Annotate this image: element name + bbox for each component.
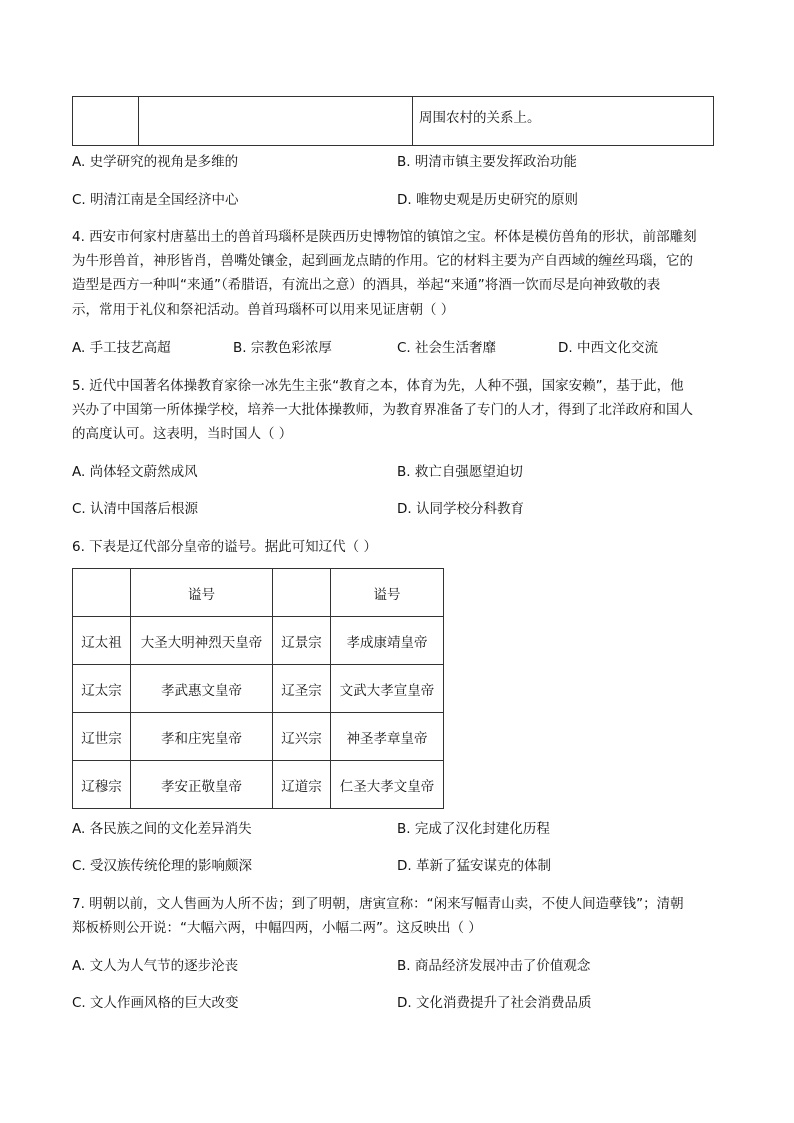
option-c: C. 文人作画风格的巨大改变 [72, 995, 239, 1011]
emperor-cell: 辽景宗 [273, 617, 331, 665]
table-header-cell [273, 569, 331, 617]
question-4-line: 4. 西安市何家村唐墓出土的兽首玛瑙杯是陕西历史博物馆的镇馆之宝。杯体是模仿兽角的形状，前部雕刻 [72, 229, 697, 245]
table-header-cell: 谥号 [331, 569, 444, 617]
emperor-cell: 辽道宗 [273, 761, 331, 809]
question-4-line: 为牛形兽首，神形皆肖，兽嘴处镶金，起到画龙点睛的作用。它的材料主要为产自西域的缠丝玛瑙，它的 [72, 253, 693, 269]
question-4-line: 造型是西方一种叫“来通”（希腊语，有流出之意）的酒具，举起“来通”将酒一饮而尽是向神致敬的表 [72, 277, 661, 293]
question-4-line: 示，常用于礼仪和祭祀活动。兽首玛瑙杯可以用来见证唐朝（ ） [72, 302, 455, 318]
emperor-cell: 辽世宗 [73, 713, 131, 761]
option-c: C. 受汉族传统伦理的影响颇深 [72, 858, 253, 874]
posthumous-name-cell: 神圣孝章皇帝 [331, 713, 444, 761]
option-c: C. 明清江南是全国经济中心 [72, 192, 239, 208]
question-6-stem: 6. 下表是辽代部分皇帝的谥号。据此可知辽代（ ） [72, 539, 377, 555]
emperor-cell: 辽太宗 [73, 665, 131, 713]
table-row [73, 713, 444, 761]
option-a: A. 文人为人气节的逐步沦丧 [72, 958, 239, 974]
option-b: B. 商品经济发展冲击了价值观念 [397, 958, 591, 974]
posthumous-name-cell: 孝安正敬皇帝 [131, 761, 273, 809]
table-cell-text: 周围农村的关系上。 [419, 110, 541, 126]
option-b: B. 救亡自强愿望迫切 [397, 464, 523, 480]
option-d: D. 革新了猛安谋克的体制 [397, 858, 551, 874]
emperor-cell: 辽穆宗 [73, 761, 131, 809]
question-7-line: 7. 明朝以前，文人售画为人所不齿；到了明朝，唐寅宣称：“闲来写幅青山卖，不使人间造孽钱”；清朝 [72, 896, 684, 912]
continued-table [72, 96, 714, 146]
posthumous-name-cell: 孝成康靖皇帝 [331, 617, 444, 665]
posthumous-name-cell: 大圣大明神烈天皇帝 [131, 617, 273, 665]
option-b: B. 宗教色彩浓厚 [233, 340, 332, 356]
table-row [73, 761, 444, 809]
posthumous-name-cell: 孝武惠文皇帝 [131, 665, 273, 713]
option-a: A. 尚体轻文蔚然成风 [72, 464, 198, 480]
option-d: D. 文化消费提升了社会消费品质 [397, 995, 592, 1011]
table-header-row [73, 569, 444, 617]
table-cell [139, 97, 413, 146]
option-b: B. 完成了汉化封建化历程 [397, 821, 550, 837]
table-row [73, 617, 444, 665]
option-a: A. 各民族之间的文化差异消失 [72, 821, 252, 837]
table-cell [413, 97, 714, 146]
posthumous-names-table [72, 568, 444, 809]
emperor-cell: 辽太祖 [73, 617, 131, 665]
posthumous-name-cell: 孝和庄宪皇帝 [131, 713, 273, 761]
table-row [73, 665, 444, 713]
option-b: B. 明清市镇主要发挥政治功能 [397, 154, 577, 170]
question-5-line: 的高度认可。这表明，当时国人（ ） [72, 426, 293, 442]
option-d: D. 中西文化交流 [558, 340, 658, 356]
table-header-cell: 谥号 [131, 569, 273, 617]
option-c: C. 社会生活奢靡 [397, 340, 497, 356]
question-7-line: 郑板桥则公开说：“大幅六两，中幅四两，小幅二两”。这反映出（ ） [72, 920, 482, 936]
emperor-cell: 辽兴宗 [273, 713, 331, 761]
option-d: D. 唯物史观是历史研究的原则 [397, 192, 578, 208]
question-5-line: 兴办了中国第一所体操学校，培养一大批体操教师，为教育界准备了专门的人才，得到了北洋政府和国人 [72, 402, 693, 418]
table-cell [73, 97, 139, 146]
option-c: C. 认清中国落后根源 [72, 501, 199, 517]
question-5-line: 5. 近代中国著名体操教育家徐一冰先生主张“教育之本，体育为先，人种不强，国家安赖”，基于此，他 [72, 378, 684, 394]
option-d: D. 认同学校分科教育 [397, 501, 524, 517]
posthumous-name-cell: 文武大孝宣皇帝 [331, 665, 444, 713]
posthumous-name-cell: 仁圣大孝文皇帝 [331, 761, 444, 809]
table-header-cell [73, 569, 131, 617]
option-a: A. 手工技艺高超 [72, 340, 171, 356]
emperor-cell: 辽圣宗 [273, 665, 331, 713]
option-a: A. 史学研究的视角是多维的 [72, 154, 239, 170]
